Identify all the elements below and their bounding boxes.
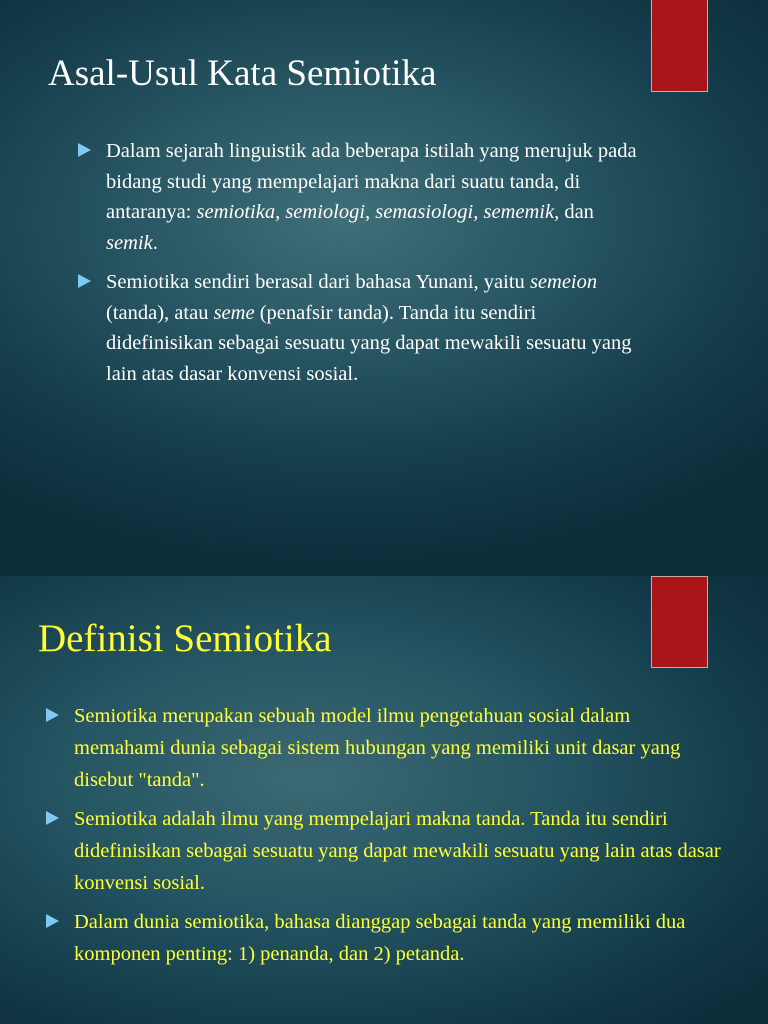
list-item	[46, 700, 726, 796]
triangle-bullet-icon	[46, 708, 59, 722]
text-segment: Semiotika sendiri berasal dari bahasa Yunani, yaitu	[106, 271, 530, 293]
italic-term: semiotika, semiologi	[196, 201, 366, 223]
bullet-list	[46, 700, 726, 977]
list-item	[46, 906, 726, 970]
italic-term: semasiologi, sememik	[375, 201, 555, 223]
triangle-bullet-icon	[78, 143, 91, 157]
text-segment: (penafsir tanda). Tanda itu sendiri didefinisikan sebagai sesuatu yang dapat mewakili sesuatu yang lain atas dasar konvensi sosial.	[106, 301, 632, 385]
bullet-text: Semiotika merupakan sebuah model ilmu pengetahuan sosial dalam memahami dunia sebagai sistem hubungan yang memiliki unit dasar yang disebut "tanda".	[74, 705, 681, 791]
text-segment: .	[152, 231, 158, 254]
text-segment: (tanda), atau	[106, 301, 214, 324]
slide-definisi	[0, 576, 768, 1024]
bullet-text: Semiotika adalah ilmu yang mempelajari makna tanda. Tanda itu sendiri didefinisikan sebagai sesuatu yang dapat mewakili sesuatu yang lain atas dasar konvensi sosial.	[74, 808, 721, 894]
text-segment: ,	[365, 201, 376, 223]
text-segment: , dan	[554, 201, 594, 223]
list-item	[78, 136, 638, 258]
accent-bar	[651, 0, 708, 92]
text-segment: Dalam sejarah linguistik ada beberapa istilah yang merujuk pada bidang studi yang mempelajari makna dari suatu tanda, di antaranya:	[106, 140, 637, 223]
list-item	[46, 803, 726, 899]
italic-term: semeion	[529, 271, 598, 293]
bullet-text	[106, 140, 637, 254]
bullet-text: Dalam dunia semiotika, bahasa dianggap sebagai tanda yang memiliki dua komponen penting: 1) penanda, dan 2) petanda.	[74, 911, 686, 965]
bullet-text	[106, 271, 631, 385]
triangle-bullet-icon	[46, 914, 59, 928]
italic-term: semik	[106, 231, 153, 254]
triangle-bullet-icon	[46, 811, 59, 825]
bullet-list	[78, 136, 638, 398]
slide-title: Definisi Semiotika	[38, 617, 332, 660]
slide-title: Asal-Usul Kata Semiotika	[48, 53, 437, 94]
italic-term: seme	[213, 301, 255, 324]
accent-bar	[651, 576, 708, 668]
triangle-bullet-icon	[78, 274, 91, 288]
list-item	[78, 267, 638, 389]
